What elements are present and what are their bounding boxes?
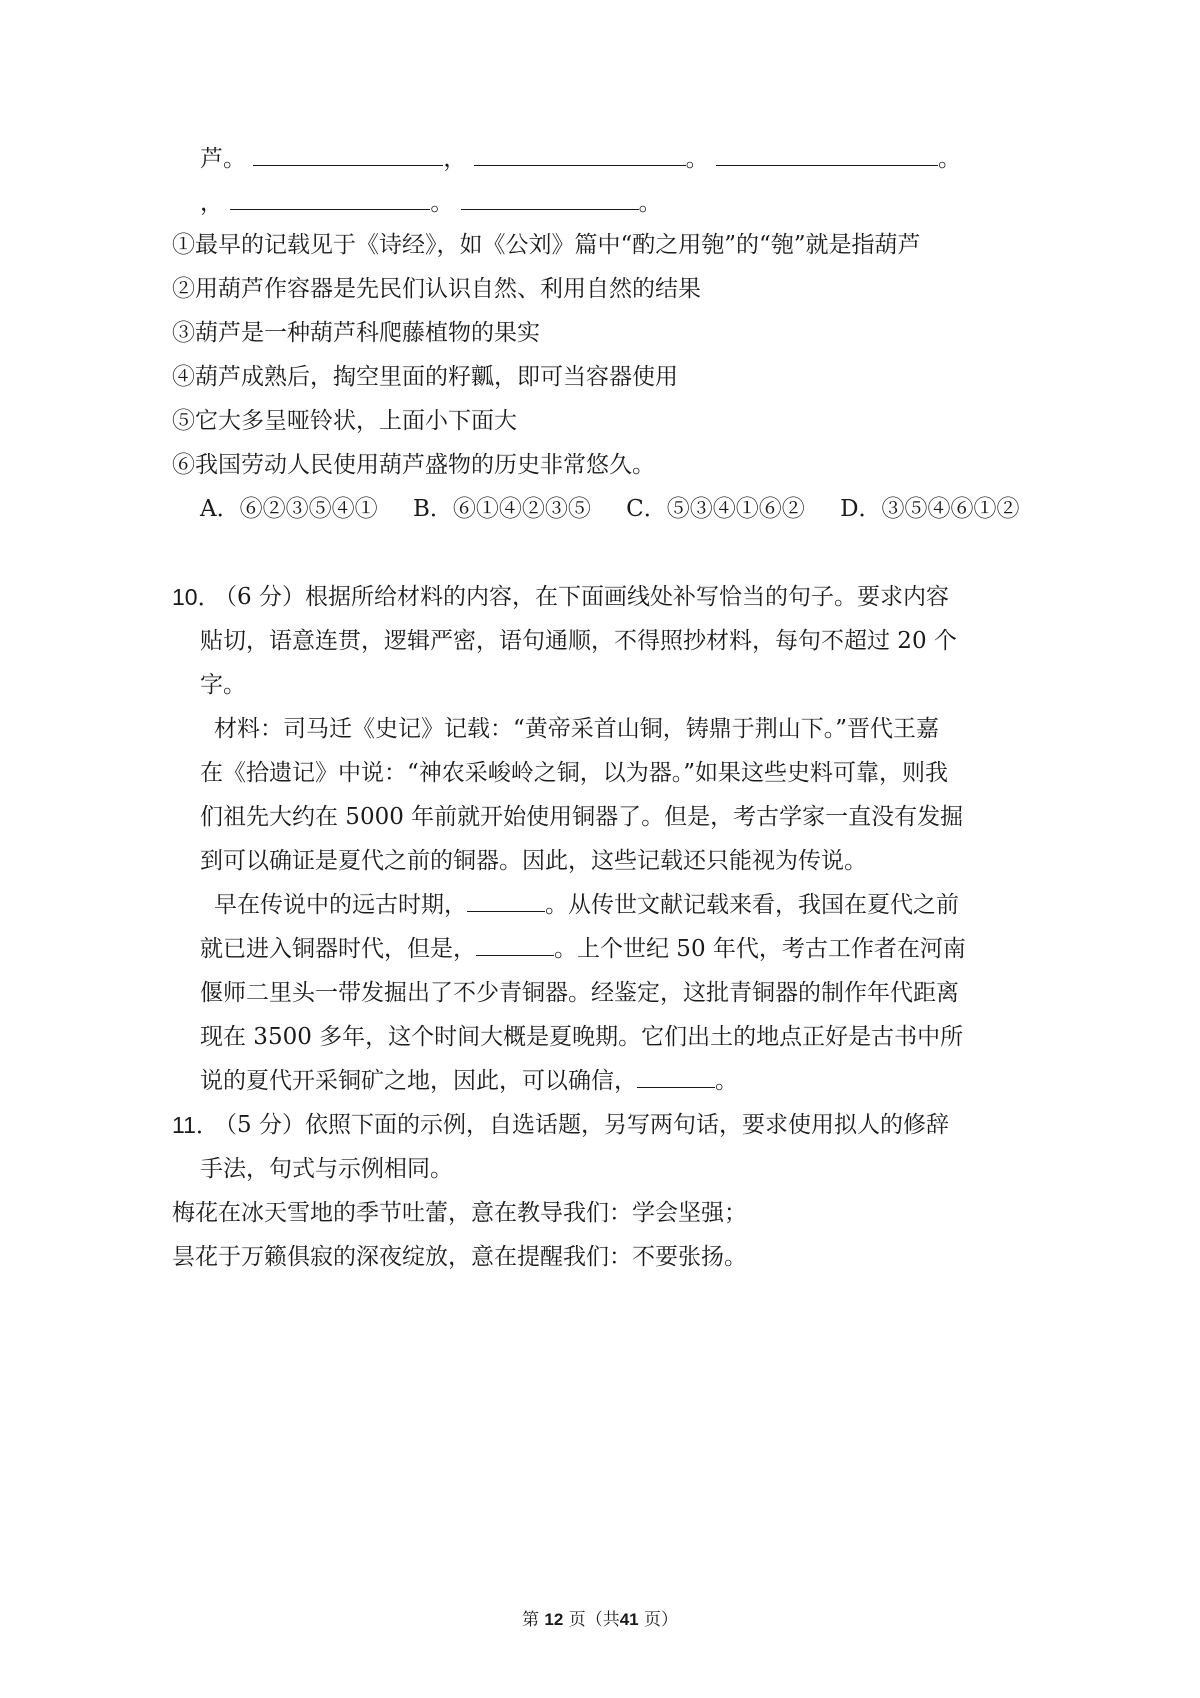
q11-prompt-line-1: （5 分）依照下面的示例，自选话题，另写两句话，要求使用拟人的修辞	[214, 1112, 949, 1138]
q9-sentence-3: ③葫芦是一种葫芦科爬藤植物的果实	[172, 320, 540, 346]
footer-total-pages: 41	[619, 1610, 639, 1629]
page-footer	[0, 1608, 1200, 1632]
q10-material-line-4: 到可以确证是夏代之前的铜器。因此，这些记载还只能视为传说。	[200, 848, 867, 874]
q9-line1-lead: 芦。	[200, 146, 246, 172]
separator: 。	[685, 146, 709, 172]
option-a[interactable]: A．⑥②③⑤④①	[200, 496, 378, 522]
q9-sentence-1: ①最早的记载见于《诗经》，如《公刘》篇中“酌之用匏”的“匏”就是指葫芦	[172, 232, 921, 258]
separator: 。	[430, 190, 454, 216]
answer-blank[interactable]	[230, 187, 430, 210]
passage-text: 说的夏代开采铜矿之地，因此，可以确信，	[200, 1068, 637, 1094]
separator: 。	[638, 190, 662, 216]
answer-blank[interactable]	[716, 143, 938, 166]
q10-passage-line-5	[200, 1064, 738, 1098]
q10-prompt-line-2: 贴切，语意连贯，逻辑严密，语句通顺，不得照抄材料，每句不超过 20 个	[200, 628, 957, 654]
q9-blank-line-2	[200, 186, 662, 220]
q11-number: 11．	[172, 1112, 219, 1138]
q10-material-line-3: 们祖先大约在 5000 年前就开始使用铜器了。但是，考古学家一直没有发掘	[200, 804, 964, 830]
q10-prompt-line-3: 字。	[200, 672, 246, 698]
q10-passage-line-4: 现在 3500 多年，这个时间大概是夏晚期。它们出土的地点正好是古书中所	[200, 1024, 964, 1050]
q10-material-line-2: 在《拾遗记》中说：“神农采峻岭之铜，以为器。”如果这些史料可靠，则我	[200, 760, 949, 786]
q9-sentence-6: ⑥我国劳动人民使用葫芦盛物的历史非常悠久。	[172, 452, 655, 478]
answer-blank[interactable]	[253, 143, 443, 166]
q11-example-1: 梅花在冰天雪地的季节吐蕾，意在教导我们：学会坚强；	[172, 1200, 747, 1226]
footer-page-number: 12	[544, 1610, 564, 1629]
q10-prompt-line-1: （6 分）根据所给材料的内容，在下面画线处补写恰当的句子。要求内容	[214, 584, 949, 610]
separator: ，	[200, 190, 223, 216]
q11-prompt-line-2: 手法，句式与示例相同。	[200, 1156, 453, 1182]
answer-blank[interactable]	[476, 933, 554, 956]
q11-example-2: 昙花于万籁俱寂的深夜绽放，意在提醒我们：不要张扬。	[172, 1244, 747, 1270]
footer-suffix: 页）	[644, 1610, 679, 1630]
answer-blank[interactable]	[461, 187, 639, 210]
passage-text: 。	[715, 1068, 738, 1094]
option-d[interactable]: D．③⑤④⑥①②	[840, 496, 1020, 522]
q10-passage-line-3: 偃师二里头一带发掘出了不少青铜器。经鉴定，这批青铜器的制作年代距离	[200, 980, 959, 1006]
answer-blank[interactable]	[467, 889, 545, 912]
q9-sentence-2: ②用葫芦作容器是先民们认识自然、利用自然的结果	[172, 276, 701, 302]
q10-passage-line-1	[214, 888, 959, 922]
separator: ，	[443, 146, 467, 172]
q9-options	[200, 492, 1048, 526]
q10-material-line-1: 材料：司马迁《史记》记载：“黄帝采首山铜，铸鼎于荆山下。”晋代王嘉	[214, 716, 940, 742]
footer-prefix: 第	[521, 1610, 539, 1630]
separator: 。	[937, 146, 961, 172]
passage-text: 。上个世纪 50 年代，考古工作者在河南	[554, 936, 966, 962]
passage-text: 早在传说中的远古时期，	[214, 892, 467, 918]
q9-sentence-5: ⑤它大多呈哑铃状，上面小下面大	[172, 408, 517, 434]
q10-number: 10．	[172, 584, 221, 610]
answer-blank[interactable]	[474, 143, 686, 166]
passage-text: 。从传世文献记载来看，我国在夏代之前	[545, 892, 959, 918]
footer-middle: 页（共	[568, 1610, 620, 1630]
q9-blank-line-1	[200, 142, 961, 176]
answer-blank[interactable]	[637, 1065, 715, 1088]
passage-text: 就已进入铜器时代，但是，	[200, 936, 476, 962]
option-c[interactable]: C．⑤③④①⑥②	[626, 496, 805, 522]
option-b[interactable]: B．⑥①④②③⑤	[412, 496, 591, 522]
q10-passage-line-2	[200, 932, 966, 966]
q9-sentence-4: ④葫芦成熟后，掏空里面的籽瓤，即可当容器使用	[172, 364, 678, 390]
